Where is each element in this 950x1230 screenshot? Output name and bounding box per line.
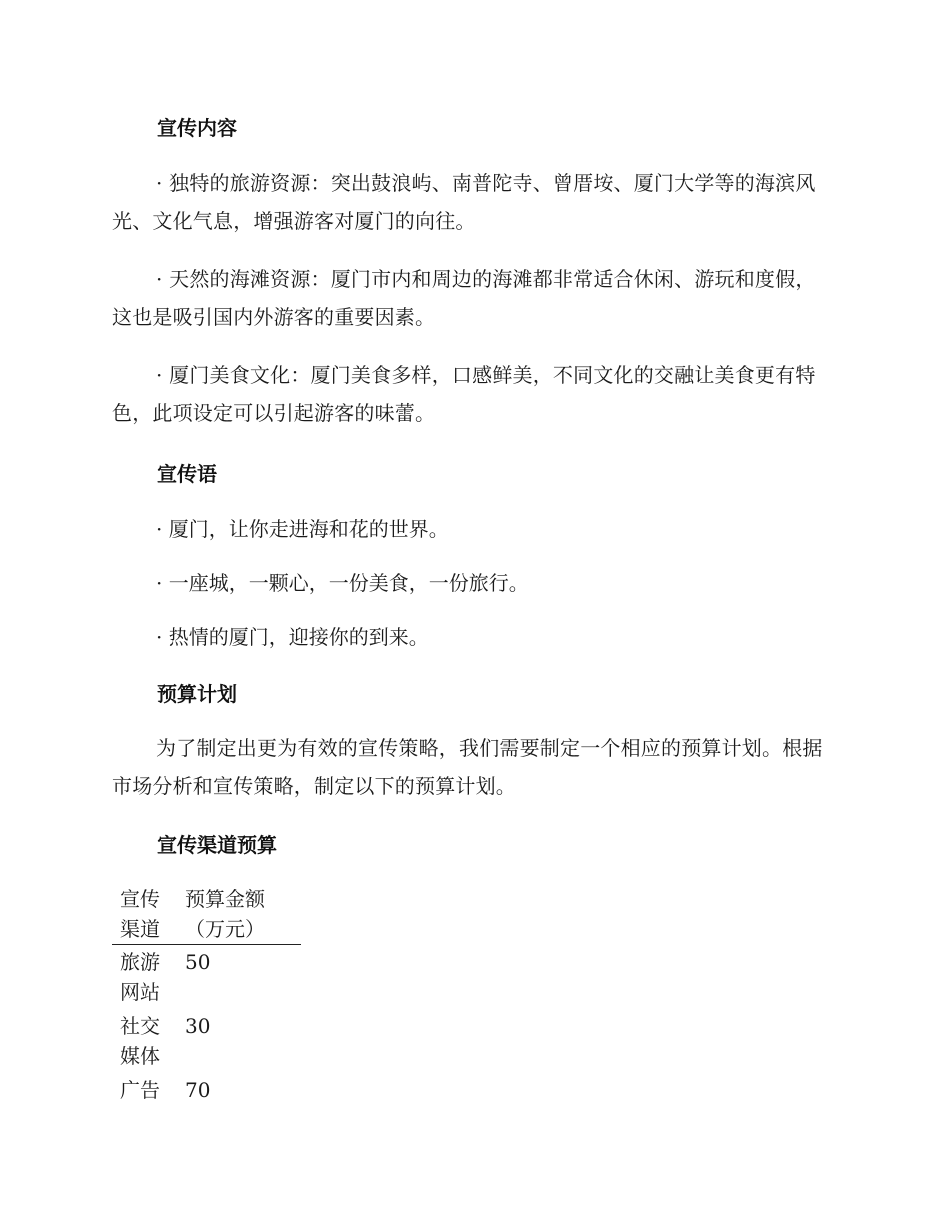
table-header-channel: 宣传渠道 — [120, 887, 160, 941]
table-cell-channel: 社交媒体 — [120, 1014, 160, 1068]
section-heading-channel-budget: 宣传渠道预算 — [157, 833, 277, 857]
section-heading-slogan: 宣传语 — [157, 462, 217, 486]
slogan-item-3: · 热情的厦门，迎接你的到来。 — [156, 625, 429, 649]
content-bullet-3: · 厦门美食文化：厦门美食多样，口感鲜美，不同文化的交融让美食更有特色，此项设定可以引起游客的味蕾。 — [112, 363, 816, 425]
slogan-item-1: · 厦门，让你走进海和花的世界。 — [156, 517, 449, 541]
table-cell-channel: 广告 — [120, 1078, 160, 1102]
table-header-amount: 预算金额（万元） — [185, 887, 265, 941]
table-cell-channel: 旅游网站 — [120, 950, 160, 1004]
section-heading-content: 宣传内容 — [157, 116, 237, 140]
table-header-row — [112, 884, 301, 945]
table-cell-amount: 70 — [185, 1078, 211, 1102]
table-cell-amount: 50 — [185, 950, 211, 974]
table-row — [112, 945, 301, 1010]
content-bullet-2: · 天然的海滩资源：厦门市内和周边的海滩都非常适合休闲、游玩和度假，这也是吸引国内外游客的重要因素。 — [112, 267, 816, 329]
budget-paragraph: 为了制定出更为有效的宣传策略，我们需要制定一个相应的预算计划。根据市场分析和宣传策略，制定以下的预算计划。 — [112, 736, 823, 798]
budget-table — [112, 884, 301, 1107]
content-bullet-1: · 独特的旅游资源：突出鼓浪屿、南普陀寺、曾厝垵、厦门大学等的海滨风光、文化气息，增强游客对厦门的向往。 — [112, 171, 816, 233]
table-row — [112, 1073, 301, 1107]
table-row — [112, 1009, 301, 1073]
slogan-item-2: · 一座城，一颗心，一份美食，一份旅行。 — [156, 571, 529, 595]
table-cell-amount: 30 — [185, 1014, 211, 1038]
section-heading-budget: 预算计划 — [157, 682, 237, 706]
